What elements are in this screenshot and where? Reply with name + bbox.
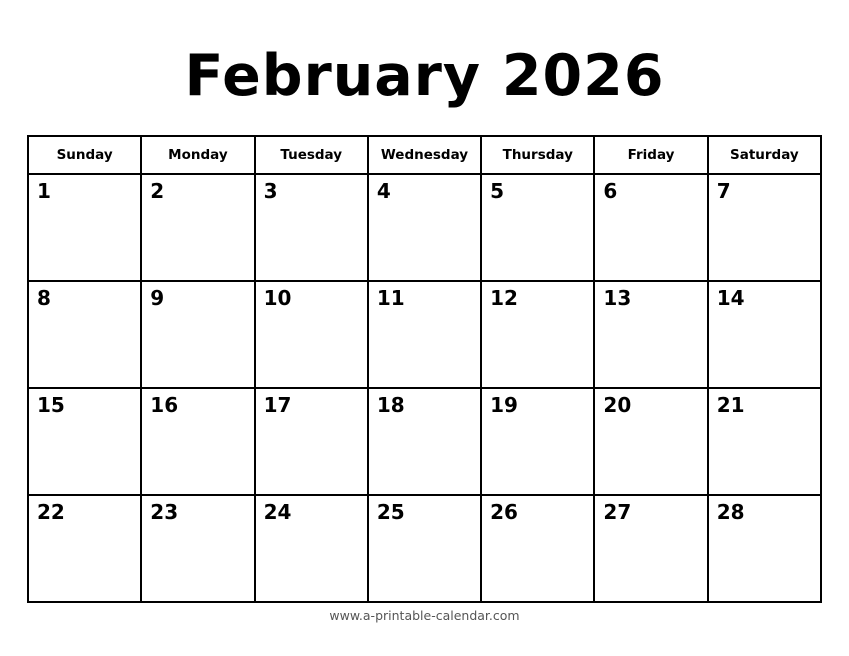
calendar-day-cell[interactable] <box>141 281 254 388</box>
calendar-day-cell[interactable] <box>255 281 368 388</box>
calendar-day-cell[interactable] <box>28 495 141 602</box>
day-number: 11 <box>376 286 405 310</box>
calendar-day-cell[interactable] <box>28 281 141 388</box>
calendar-day-cell[interactable] <box>255 174 368 281</box>
calendar-day-cell[interactable] <box>255 495 368 602</box>
calendar-day-cell[interactable] <box>255 388 368 495</box>
day-number: 12 <box>490 286 518 310</box>
calendar-day-cell[interactable] <box>141 495 254 602</box>
day-number: 6 <box>603 179 618 203</box>
day-number: 5 <box>490 179 505 203</box>
day-number: 16 <box>150 393 179 417</box>
calendar-day-cell[interactable] <box>594 174 707 281</box>
calendar-grid <box>27 135 822 603</box>
day-number: 7 <box>716 179 731 203</box>
calendar-week-row <box>28 174 821 281</box>
day-number: 19 <box>490 393 518 417</box>
day-number: 26 <box>490 500 518 524</box>
day-number: 14 <box>716 286 745 310</box>
day-number: 13 <box>603 286 632 310</box>
weekday-header-friday: Friday <box>594 136 707 174</box>
day-number: 28 <box>716 500 745 524</box>
calendar-day-cell[interactable] <box>481 174 594 281</box>
calendar-day-cell[interactable] <box>594 495 707 602</box>
weekday-header-saturday: Saturday <box>708 136 821 174</box>
calendar-day-cell[interactable] <box>28 174 141 281</box>
day-number: 22 <box>37 500 65 524</box>
page-title: February 2026 <box>184 43 665 109</box>
day-number: 24 <box>263 500 292 524</box>
day-number: 20 <box>603 393 632 417</box>
day-number: 17 <box>263 393 292 417</box>
calendar-day-cell[interactable] <box>28 388 141 495</box>
calendar-day-cell[interactable] <box>481 281 594 388</box>
day-number: 10 <box>263 286 292 310</box>
weekday-header-sunday: Sunday <box>28 136 141 174</box>
calendar-day-cell[interactable] <box>708 281 821 388</box>
day-number: 15 <box>37 393 65 417</box>
calendar-day-cell[interactable] <box>368 495 481 602</box>
calendar-week-row <box>28 281 821 388</box>
calendar-day-cell[interactable] <box>594 281 707 388</box>
calendar-day-cell[interactable] <box>141 388 254 495</box>
calendar-day-cell[interactable] <box>708 174 821 281</box>
day-number: 1 <box>37 179 51 203</box>
calendar-day-cell[interactable] <box>368 174 481 281</box>
day-number: 25 <box>376 500 405 524</box>
weekday-header-thursday: Thursday <box>481 136 594 174</box>
day-number: 9 <box>150 286 165 310</box>
weekday-header-monday: Monday <box>141 136 254 174</box>
day-number: 3 <box>263 179 278 203</box>
weekday-header-row <box>28 136 821 174</box>
calendar-day-cell[interactable] <box>481 495 594 602</box>
calendar-day-cell[interactable] <box>368 388 481 495</box>
day-number: 2 <box>150 179 165 203</box>
calendar-day-cell[interactable] <box>481 388 594 495</box>
day-number: 4 <box>376 179 391 203</box>
day-number: 27 <box>603 500 632 524</box>
day-number: 23 <box>150 500 179 524</box>
day-number: 8 <box>37 286 51 310</box>
day-number: 21 <box>716 393 745 417</box>
calendar-day-cell[interactable] <box>594 388 707 495</box>
footer-website-text: www.a-printable-calendar.com <box>329 608 520 623</box>
calendar-day-cell[interactable] <box>708 388 821 495</box>
day-number: 18 <box>376 393 405 417</box>
calendar-day-cell[interactable] <box>708 495 821 602</box>
calendar-day-cell[interactable] <box>141 174 254 281</box>
calendar-day-cell[interactable] <box>368 281 481 388</box>
calendar-week-row <box>28 495 821 602</box>
weekday-header-wednesday: Wednesday <box>368 136 481 174</box>
weekday-header-tuesday: Tuesday <box>255 136 368 174</box>
calendar-week-row <box>28 388 821 495</box>
